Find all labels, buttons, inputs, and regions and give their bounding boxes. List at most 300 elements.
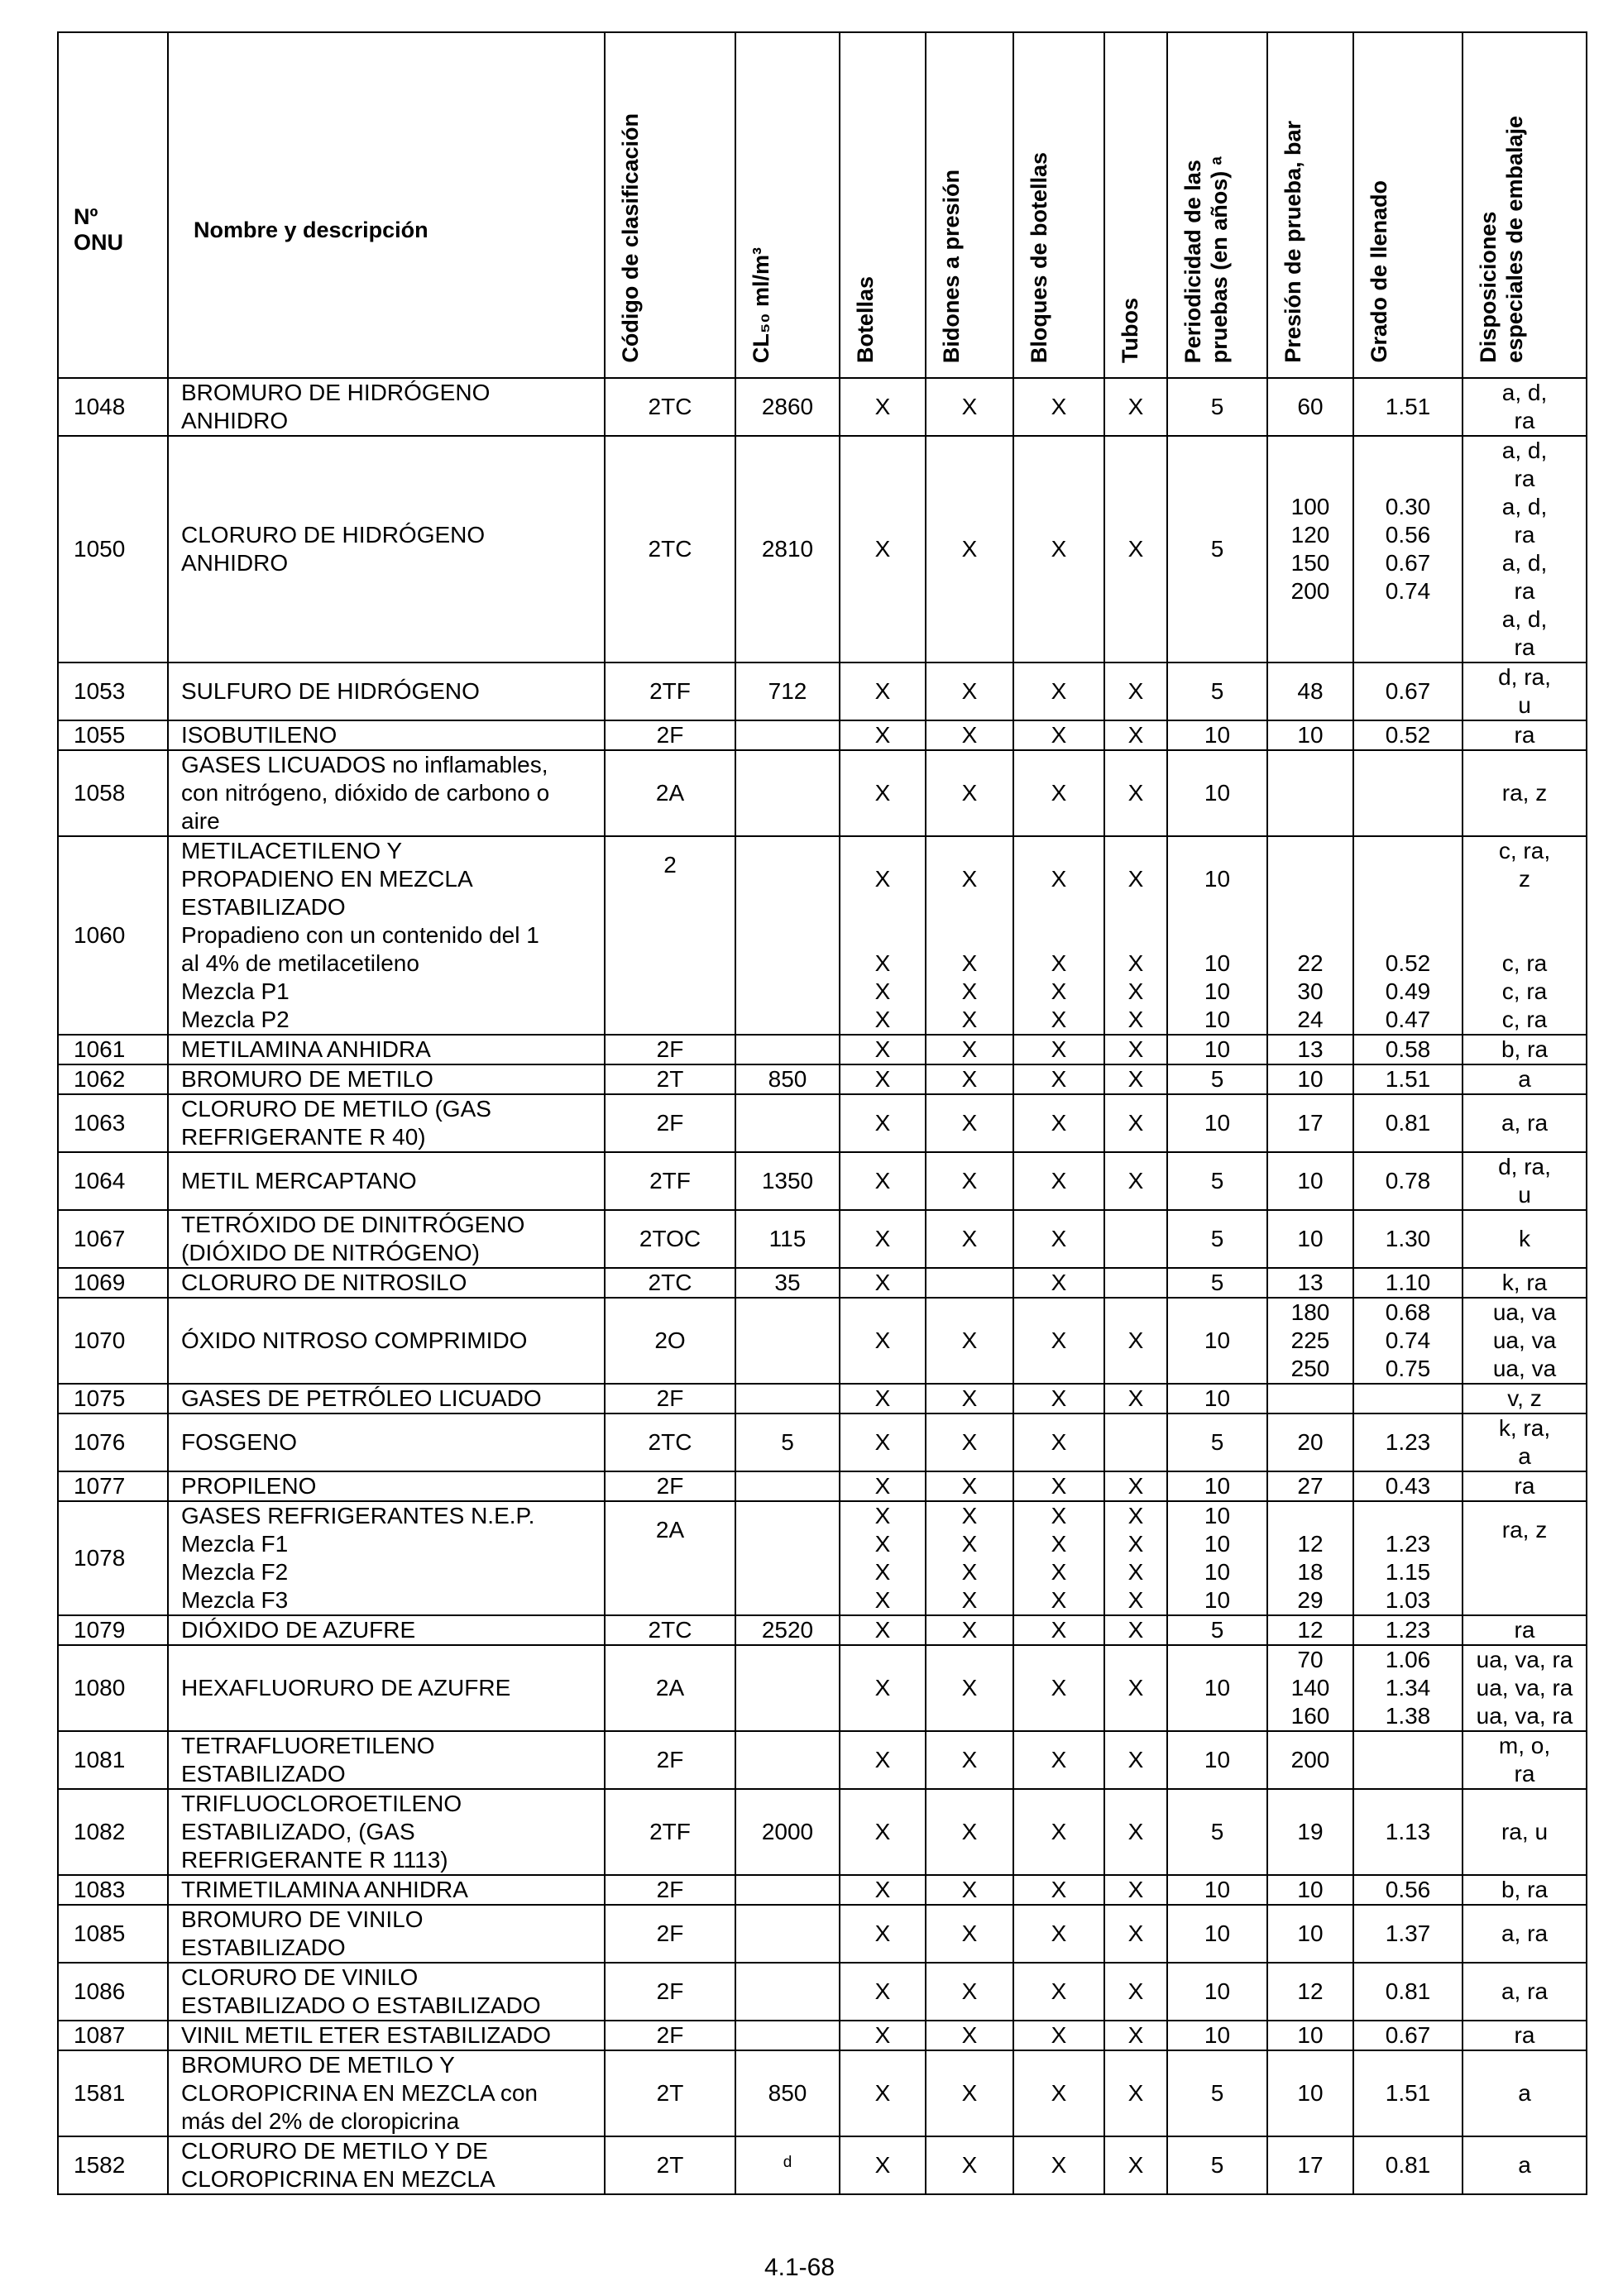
disposiciones-cell: a bbox=[1463, 2050, 1587, 2136]
tubos-cell: X bbox=[1104, 720, 1167, 750]
onu-cell: 1086 bbox=[58, 1963, 168, 2021]
grado-cell: 1.23 1.15 1.03 bbox=[1353, 1501, 1463, 1615]
header-periodicidad: Periodicidad de las pruebas (en años) ᵃ bbox=[1167, 32, 1267, 378]
name-cell: METILACETILENO Y PROPADIENO EN MEZCLA ESTABILIZADO Propadieno con un contenido del 1 al 4% de metilacetileno Mezcla P1 Mezcla P2 bbox=[168, 836, 605, 1035]
periodicidad-cell: 5 bbox=[1167, 2136, 1267, 2194]
botellas-cell: X bbox=[840, 1905, 926, 1963]
periodicidad-cell: 5 bbox=[1167, 2050, 1267, 2136]
grado-cell: 1.23 bbox=[1353, 1615, 1463, 1645]
botellas-cell: X X X X bbox=[840, 836, 926, 1035]
disposiciones-cell: a, d, ra a, d, ra a, d, ra a, d, ra bbox=[1463, 436, 1587, 662]
packing-instruction-table bbox=[57, 31, 1587, 2195]
table-row bbox=[58, 1268, 1587, 1298]
name-cell: CLORURO DE NITROSILO bbox=[168, 1268, 605, 1298]
presion-cell: 17 bbox=[1267, 2136, 1353, 2194]
header-tubos: Tubos bbox=[1104, 32, 1167, 378]
cl50-cell: 2810 bbox=[735, 436, 840, 662]
cl50-cell bbox=[735, 836, 840, 1035]
bloques-cell: X bbox=[1013, 1384, 1104, 1413]
disposiciones-cell: k bbox=[1463, 1210, 1587, 1268]
periodicidad-cell: 5 bbox=[1167, 378, 1267, 436]
name-cell: FOSGENO bbox=[168, 1413, 605, 1471]
botellas-cell: X bbox=[840, 1298, 926, 1384]
bloques-cell: X bbox=[1013, 378, 1104, 436]
table-row bbox=[58, 1298, 1587, 1384]
presion-cell: 27 bbox=[1267, 1471, 1353, 1501]
table-row bbox=[58, 1413, 1587, 1471]
name-cell: VINIL METIL ETER ESTABILIZADO bbox=[168, 2021, 605, 2050]
botellas-cell: X bbox=[840, 1268, 926, 1298]
code-cell: 2F bbox=[605, 1731, 735, 1789]
code-cell: 2A bbox=[605, 750, 735, 836]
table-row bbox=[58, 1471, 1587, 1501]
presion-cell: 13 bbox=[1267, 1268, 1353, 1298]
tubos-cell: X bbox=[1104, 1471, 1167, 1501]
onu-cell: 1081 bbox=[58, 1731, 168, 1789]
bloques-cell: X bbox=[1013, 2050, 1104, 2136]
periodicidad-cell: 10 10 10 10 bbox=[1167, 1501, 1267, 1615]
cl50-cell bbox=[735, 1035, 840, 1064]
cl50-cell bbox=[735, 1645, 840, 1731]
bloques-cell: X bbox=[1013, 1471, 1104, 1501]
disposiciones-cell: ra, u bbox=[1463, 1789, 1587, 1875]
name-cell: PROPILENO bbox=[168, 1471, 605, 1501]
disposiciones-cell: v, z bbox=[1463, 1384, 1587, 1413]
grado-cell: 1.10 bbox=[1353, 1268, 1463, 1298]
periodicidad-cell: 5 bbox=[1167, 1615, 1267, 1645]
table-row bbox=[58, 1064, 1587, 1094]
grado-cell: 0.81 bbox=[1353, 1963, 1463, 2021]
disposiciones-cell: ra, z bbox=[1463, 750, 1587, 836]
table-row bbox=[58, 436, 1587, 662]
bidones-cell: X bbox=[926, 378, 1013, 436]
tubos-cell: X bbox=[1104, 1615, 1167, 1645]
bloques-cell: X bbox=[1013, 662, 1104, 720]
onu-cell: 1060 bbox=[58, 836, 168, 1035]
botellas-cell: X bbox=[840, 1152, 926, 1210]
onu-cell: 1075 bbox=[58, 1384, 168, 1413]
tubos-cell: X bbox=[1104, 1298, 1167, 1384]
tubos-cell: X X X X bbox=[1104, 1501, 1167, 1615]
tubos-cell: X bbox=[1104, 1645, 1167, 1731]
onu-cell: 1050 bbox=[58, 436, 168, 662]
onu-cell: 1048 bbox=[58, 378, 168, 436]
name-cell: ÓXIDO NITROSO COMPRIMIDO bbox=[168, 1298, 605, 1384]
bidones-cell: X bbox=[926, 1471, 1013, 1501]
cl50-cell: 35 bbox=[735, 1268, 840, 1298]
disposiciones-cell: ra bbox=[1463, 1615, 1587, 1645]
botellas-cell: X bbox=[840, 1094, 926, 1152]
bidones-cell: X bbox=[926, 1152, 1013, 1210]
cl50-cell bbox=[735, 1963, 840, 2021]
name-cell: ISOBUTILENO bbox=[168, 720, 605, 750]
periodicidad-cell: 10 bbox=[1167, 2021, 1267, 2050]
code-cell: 2T bbox=[605, 1064, 735, 1094]
code-cell: 2TC bbox=[605, 1413, 735, 1471]
table-row bbox=[58, 1905, 1587, 1963]
code-cell: 2T bbox=[605, 2050, 735, 2136]
disposiciones-cell: a bbox=[1463, 2136, 1587, 2194]
grado-cell bbox=[1353, 1731, 1463, 1789]
code-cell: 2TC bbox=[605, 1615, 735, 1645]
botellas-cell: X X X X bbox=[840, 1501, 926, 1615]
bidones-cell: X bbox=[926, 1875, 1013, 1905]
onu-cell: 1061 bbox=[58, 1035, 168, 1064]
presion-cell: 10 bbox=[1267, 1905, 1353, 1963]
presion-cell: 20 bbox=[1267, 1413, 1353, 1471]
periodicidad-cell: 10 10 10 10 bbox=[1167, 836, 1267, 1035]
tubos-cell: X bbox=[1104, 436, 1167, 662]
tubos-cell: X bbox=[1104, 2021, 1167, 2050]
table-row bbox=[58, 1963, 1587, 2021]
code-cell: 2TF bbox=[605, 1152, 735, 1210]
bloques-cell: X bbox=[1013, 1905, 1104, 1963]
bidones-cell: X bbox=[926, 1094, 1013, 1152]
grado-cell: 1.51 bbox=[1353, 1064, 1463, 1094]
onu-cell: 1058 bbox=[58, 750, 168, 836]
presion-cell: 12 bbox=[1267, 1615, 1353, 1645]
header-presion: Presión de prueba, bar bbox=[1267, 32, 1353, 378]
onu-cell: 1080 bbox=[58, 1645, 168, 1731]
name-cell: CLORURO DE VINILO ESTABILIZADO O ESTABILIZADO bbox=[168, 1963, 605, 2021]
tubos-cell: X bbox=[1104, 1731, 1167, 1789]
header-onu: Nº ONU bbox=[58, 32, 168, 378]
cl50-cell: 850 bbox=[735, 1064, 840, 1094]
grado-cell: 0.67 bbox=[1353, 662, 1463, 720]
bidones-cell: X bbox=[926, 1963, 1013, 2021]
code-cell: 2F bbox=[605, 1471, 735, 1501]
disposiciones-cell: c, ra, z c, ra c, ra c, ra bbox=[1463, 836, 1587, 1035]
bloques-cell: X bbox=[1013, 1875, 1104, 1905]
grado-cell: 0.56 bbox=[1353, 1875, 1463, 1905]
bidones-cell: X bbox=[926, 750, 1013, 836]
bidones-cell: X bbox=[926, 1789, 1013, 1875]
tubos-cell: X bbox=[1104, 2050, 1167, 2136]
code-cell: 2TC bbox=[605, 436, 735, 662]
table-row bbox=[58, 1035, 1587, 1064]
code-cell: 2A bbox=[605, 1645, 735, 1731]
disposiciones-cell: k, ra bbox=[1463, 1268, 1587, 1298]
presion-cell: 19 bbox=[1267, 1789, 1353, 1875]
botellas-cell: X bbox=[840, 1413, 926, 1471]
header-cl50: CL₅₀ ml/m³ bbox=[735, 32, 840, 378]
code-cell: 2TC bbox=[605, 378, 735, 436]
bidones-cell bbox=[926, 1268, 1013, 1298]
cl50-cell bbox=[735, 1384, 840, 1413]
presion-cell: 70 140 160 bbox=[1267, 1645, 1353, 1731]
periodicidad-cell: 10 bbox=[1167, 1905, 1267, 1963]
grado-cell: 0.30 0.56 0.67 0.74 bbox=[1353, 436, 1463, 662]
table-row bbox=[58, 720, 1587, 750]
bloques-cell: X bbox=[1013, 750, 1104, 836]
name-cell: BROMURO DE METILO Y CLOROPICRINA EN MEZCLA con más del 2% de cloropicrina bbox=[168, 2050, 605, 2136]
grado-cell: 1.06 1.34 1.38 bbox=[1353, 1645, 1463, 1731]
periodicidad-cell: 10 bbox=[1167, 1094, 1267, 1152]
presion-cell: 60 bbox=[1267, 378, 1353, 436]
onu-cell: 1078 bbox=[58, 1501, 168, 1615]
table-row bbox=[58, 2050, 1587, 2136]
disposiciones-cell: a, d, ra bbox=[1463, 378, 1587, 436]
periodicidad-cell: 10 bbox=[1167, 1963, 1267, 2021]
grado-cell: 1.37 bbox=[1353, 1905, 1463, 1963]
bloques-cell: X bbox=[1013, 720, 1104, 750]
onu-cell: 1070 bbox=[58, 1298, 168, 1384]
name-cell: CLORURO DE HIDRÓGENO ANHIDRO bbox=[168, 436, 605, 662]
grado-cell bbox=[1353, 1384, 1463, 1413]
bidones-cell: X bbox=[926, 662, 1013, 720]
presion-cell: 48 bbox=[1267, 662, 1353, 720]
periodicidad-cell: 10 bbox=[1167, 1731, 1267, 1789]
disposiciones-cell: a bbox=[1463, 1064, 1587, 1094]
periodicidad-cell: 10 bbox=[1167, 1298, 1267, 1384]
table-row bbox=[58, 1210, 1587, 1268]
disposiciones-cell: ua, va ua, va ua, va bbox=[1463, 1298, 1587, 1384]
bidones-cell: X bbox=[926, 1905, 1013, 1963]
table-body bbox=[58, 378, 1587, 2194]
bloques-cell: X bbox=[1013, 1731, 1104, 1789]
bidones-cell: X bbox=[926, 1210, 1013, 1268]
onu-cell: 1069 bbox=[58, 1268, 168, 1298]
code-cell: 2T bbox=[605, 2136, 735, 2194]
table-row bbox=[58, 1875, 1587, 1905]
disposiciones-cell: ra bbox=[1463, 720, 1587, 750]
cl50-cell bbox=[735, 1298, 840, 1384]
bloques-cell: X bbox=[1013, 436, 1104, 662]
onu-cell: 1055 bbox=[58, 720, 168, 750]
name-cell: METIL MERCAPTANO bbox=[168, 1152, 605, 1210]
bidones-cell: X bbox=[926, 2050, 1013, 2136]
tubos-cell: X bbox=[1104, 378, 1167, 436]
tubos-cell: X bbox=[1104, 1064, 1167, 1094]
header-botellas: Botellas bbox=[840, 32, 926, 378]
onu-cell: 1067 bbox=[58, 1210, 168, 1268]
code-cell: 2TF bbox=[605, 662, 735, 720]
botellas-cell: X bbox=[840, 1731, 926, 1789]
name-cell: TETRAFLUORETILENO ESTABILIZADO bbox=[168, 1731, 605, 1789]
botellas-cell: X bbox=[840, 2136, 926, 2194]
table-row bbox=[58, 2136, 1587, 2194]
presion-cell: 10 bbox=[1267, 2050, 1353, 2136]
bloques-cell: X bbox=[1013, 1210, 1104, 1268]
periodicidad-cell: 10 bbox=[1167, 720, 1267, 750]
bidones-cell: X bbox=[926, 1384, 1013, 1413]
cl50-cell: 2860 bbox=[735, 378, 840, 436]
bidones-cell: X bbox=[926, 1035, 1013, 1064]
name-cell: CLORURO DE METILO Y DE CLOROPICRINA EN MEZCLA bbox=[168, 2136, 605, 2194]
disposiciones-cell: ra, z bbox=[1463, 1501, 1587, 1615]
grado-cell: 1.30 bbox=[1353, 1210, 1463, 1268]
disposiciones-cell: m, o, ra bbox=[1463, 1731, 1587, 1789]
table-row bbox=[58, 1789, 1587, 1875]
bloques-cell: X bbox=[1013, 1094, 1104, 1152]
table-row bbox=[58, 1152, 1587, 1210]
bloques-cell: X bbox=[1013, 1615, 1104, 1645]
name-cell: GASES REFRIGERANTES N.E.P. Mezcla F1 Mezcla F2 Mezcla F3 bbox=[168, 1501, 605, 1615]
onu-cell: 1053 bbox=[58, 662, 168, 720]
tubos-cell: X bbox=[1104, 2136, 1167, 2194]
header-bloques: Bloques de botellas bbox=[1013, 32, 1104, 378]
name-cell: TETRÓXIDO DE DINITRÓGENO (DIÓXIDO DE NITRÓGENO) bbox=[168, 1210, 605, 1268]
bloques-cell: X bbox=[1013, 2136, 1104, 2194]
bidones-cell: X bbox=[926, 2021, 1013, 2050]
presion-cell: 100 120 150 200 bbox=[1267, 436, 1353, 662]
periodicidad-cell: 10 bbox=[1167, 1384, 1267, 1413]
botellas-cell: X bbox=[840, 2050, 926, 2136]
table-row bbox=[58, 750, 1587, 836]
table-row bbox=[58, 2021, 1587, 2050]
disposiciones-cell: a, ra bbox=[1463, 1094, 1587, 1152]
code-cell: 2F bbox=[605, 1875, 735, 1905]
grado-cell: 0.58 bbox=[1353, 1035, 1463, 1064]
bloques-cell: X X X X bbox=[1013, 836, 1104, 1035]
cl50-cell bbox=[735, 1731, 840, 1789]
table-row bbox=[58, 1501, 1587, 1615]
cl50-cell bbox=[735, 1471, 840, 1501]
cl50-cell bbox=[735, 1905, 840, 1963]
presion-cell: 10 bbox=[1267, 1064, 1353, 1094]
disposiciones-cell: d, ra, u bbox=[1463, 1152, 1587, 1210]
table-row bbox=[58, 1731, 1587, 1789]
presion-cell: 10 bbox=[1267, 2021, 1353, 2050]
cl50-cell bbox=[735, 750, 840, 836]
grado-cell: 0.67 bbox=[1353, 2021, 1463, 2050]
cl50-cell bbox=[735, 2021, 840, 2050]
disposiciones-cell: b, ra bbox=[1463, 1035, 1587, 1064]
bidones-cell: X bbox=[926, 1298, 1013, 1384]
tubos-cell: X X X X bbox=[1104, 836, 1167, 1035]
botellas-cell: X bbox=[840, 1875, 926, 1905]
periodicidad-cell: 5 bbox=[1167, 1789, 1267, 1875]
onu-cell: 1085 bbox=[58, 1905, 168, 1963]
code-cell: 2F bbox=[605, 2021, 735, 2050]
code-cell: 2F bbox=[605, 1384, 735, 1413]
bidones-cell: X bbox=[926, 720, 1013, 750]
name-cell: BROMURO DE HIDRÓGENO ANHIDRO bbox=[168, 378, 605, 436]
periodicidad-cell: 5 bbox=[1167, 1210, 1267, 1268]
code-cell: 2O bbox=[605, 1298, 735, 1384]
presion-cell: 12 bbox=[1267, 1963, 1353, 2021]
onu-cell: 1079 bbox=[58, 1615, 168, 1645]
cl50-cell: 850 bbox=[735, 2050, 840, 2136]
name-cell: TRIFLUOCLOROETILENO ESTABILIZADO, (GAS REFRIGERANTE R 1113) bbox=[168, 1789, 605, 1875]
botellas-cell: X bbox=[840, 750, 926, 836]
cl50-cell bbox=[735, 720, 840, 750]
cl50-cell: 712 bbox=[735, 662, 840, 720]
presion-cell: 10 bbox=[1267, 1152, 1353, 1210]
code-cell: 2 bbox=[605, 836, 735, 1035]
periodicidad-cell: 5 bbox=[1167, 436, 1267, 662]
periodicidad-cell: 5 bbox=[1167, 1064, 1267, 1094]
page-number: 4.1-68 bbox=[764, 2254, 835, 2281]
cl50-cell: 2000 bbox=[735, 1789, 840, 1875]
grado-cell: 0.78 bbox=[1353, 1152, 1463, 1210]
disposiciones-cell: b, ra bbox=[1463, 1875, 1587, 1905]
cl50-cell: 5 bbox=[735, 1413, 840, 1471]
cl50-cell bbox=[735, 1875, 840, 1905]
table-row bbox=[58, 378, 1587, 436]
presion-cell: 22 30 24 bbox=[1267, 836, 1353, 1035]
grado-cell: 1.13 bbox=[1353, 1789, 1463, 1875]
disposiciones-cell: d, ra, u bbox=[1463, 662, 1587, 720]
botellas-cell: X bbox=[840, 1789, 926, 1875]
code-cell: 2F bbox=[605, 1035, 735, 1064]
grado-cell: 0.52 bbox=[1353, 720, 1463, 750]
bidones-cell: X bbox=[926, 1064, 1013, 1094]
bidones-cell: X bbox=[926, 1413, 1013, 1471]
presion-cell: 200 bbox=[1267, 1731, 1353, 1789]
presion-cell: 12 18 29 bbox=[1267, 1501, 1353, 1615]
disposiciones-cell: ua, va, ra ua, va, ra ua, va, ra bbox=[1463, 1645, 1587, 1731]
presion-cell bbox=[1267, 750, 1353, 836]
tubos-cell: X bbox=[1104, 1152, 1167, 1210]
code-cell: 2TOC bbox=[605, 1210, 735, 1268]
bloques-cell: X bbox=[1013, 1152, 1104, 1210]
periodicidad-cell: 5 bbox=[1167, 1413, 1267, 1471]
header-name: Nombre y descripción bbox=[168, 32, 605, 378]
onu-cell: 1087 bbox=[58, 2021, 168, 2050]
header-row bbox=[58, 32, 1587, 378]
periodicidad-cell: 5 bbox=[1167, 662, 1267, 720]
tubos-cell: X bbox=[1104, 1875, 1167, 1905]
disposiciones-cell: k, ra, a bbox=[1463, 1413, 1587, 1471]
periodicidad-cell: 10 bbox=[1167, 1471, 1267, 1501]
grado-cell: 1.51 bbox=[1353, 2050, 1463, 2136]
tubos-cell: X bbox=[1104, 1035, 1167, 1064]
table-row bbox=[58, 1384, 1587, 1413]
disposiciones-cell: ra bbox=[1463, 1471, 1587, 1501]
presion-cell: 180 225 250 bbox=[1267, 1298, 1353, 1384]
name-cell: TRIMETILAMINA ANHIDRA bbox=[168, 1875, 605, 1905]
table-row bbox=[58, 1615, 1587, 1645]
tubos-cell: X bbox=[1104, 662, 1167, 720]
bloques-cell: X bbox=[1013, 1268, 1104, 1298]
header-grado: Grado de llenado bbox=[1353, 32, 1463, 378]
grado-cell bbox=[1353, 750, 1463, 836]
grado-cell: 0.52 0.49 0.47 bbox=[1353, 836, 1463, 1035]
disposiciones-cell: a, ra bbox=[1463, 1905, 1587, 1963]
table-row bbox=[58, 836, 1587, 1035]
cl50-cell: 2520 bbox=[735, 1615, 840, 1645]
bidones-cell: X bbox=[926, 2136, 1013, 2194]
header-code: Código de clasificación bbox=[605, 32, 735, 378]
name-cell: GASES DE PETRÓLEO LICUADO bbox=[168, 1384, 605, 1413]
bloques-cell: X bbox=[1013, 1064, 1104, 1094]
presion-cell: 17 bbox=[1267, 1094, 1353, 1152]
table-row bbox=[58, 662, 1587, 720]
grado-cell: 0.81 bbox=[1353, 2136, 1463, 2194]
botellas-cell: X bbox=[840, 1471, 926, 1501]
bloques-cell: X bbox=[1013, 1298, 1104, 1384]
onu-cell: 1083 bbox=[58, 1875, 168, 1905]
bloques-cell: X bbox=[1013, 1789, 1104, 1875]
bloques-cell: X X X X bbox=[1013, 1501, 1104, 1615]
bidones-cell: X X X X bbox=[926, 1501, 1013, 1615]
code-cell: 2F bbox=[605, 1963, 735, 2021]
bloques-cell: X bbox=[1013, 1963, 1104, 2021]
botellas-cell: X bbox=[840, 2021, 926, 2050]
code-cell: 2A bbox=[605, 1501, 735, 1615]
onu-cell: 1077 bbox=[58, 1471, 168, 1501]
onu-cell: 1581 bbox=[58, 2050, 168, 2136]
name-cell: DIÓXIDO DE AZUFRE bbox=[168, 1615, 605, 1645]
periodicidad-cell: 10 bbox=[1167, 1645, 1267, 1731]
bloques-cell: X bbox=[1013, 1035, 1104, 1064]
cl50-cell bbox=[735, 1501, 840, 1615]
tubos-cell: X bbox=[1104, 1905, 1167, 1963]
cl50-cell: ᵈ bbox=[735, 2136, 840, 2194]
onu-cell: 1082 bbox=[58, 1789, 168, 1875]
cl50-cell bbox=[735, 1094, 840, 1152]
